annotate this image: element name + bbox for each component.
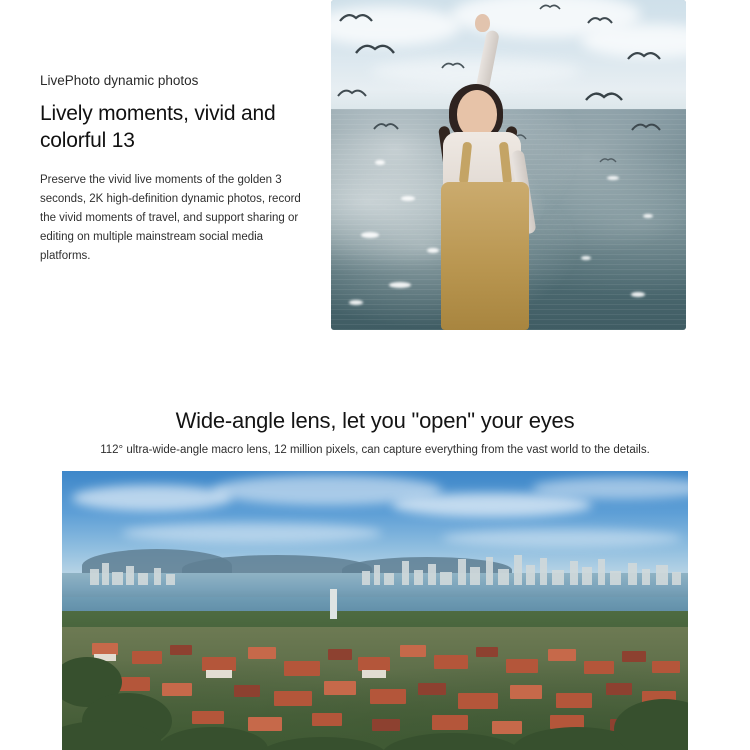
rooftop (248, 717, 282, 731)
livephoto-copy-block (40, 72, 320, 265)
seagull-icon (631, 120, 661, 134)
rooftop (510, 685, 542, 699)
water-sparkle (375, 160, 385, 165)
water-sparkle (401, 196, 415, 201)
tree-canopy (382, 733, 522, 750)
rooftop (434, 655, 468, 669)
cloud-shape (371, 58, 581, 84)
rooftop (132, 651, 162, 664)
rooftop (324, 681, 356, 695)
cloud-shape (122, 523, 382, 543)
tree-canopy (614, 699, 688, 750)
cloud-shape (72, 485, 232, 511)
rooftop (506, 659, 538, 673)
rooftop (202, 657, 236, 671)
rooftop (652, 661, 680, 673)
rooftop (622, 651, 646, 662)
livephoto-section (0, 0, 750, 336)
seagull-icon (539, 2, 561, 12)
seagull-icon (355, 40, 395, 58)
water-sparkle (643, 214, 653, 218)
water-sparkle (349, 300, 363, 305)
seagull-icon (587, 14, 613, 26)
seagull-icon (585, 88, 623, 105)
cloud-shape (392, 493, 592, 517)
island-town (62, 627, 688, 750)
seagull-icon (339, 10, 373, 26)
landmark-tower (330, 589, 337, 619)
livephoto-eyebrow: LivePhoto dynamic photos (40, 73, 199, 88)
water-sparkle (427, 248, 439, 253)
rooftop (312, 713, 342, 726)
cloud-shape (442, 529, 682, 547)
livephoto-headline: Lively moments, vivid and colorful 13 (40, 101, 276, 152)
distant-skyline (62, 553, 688, 585)
seagull-icon (441, 60, 465, 71)
rooftop (358, 657, 390, 671)
rooftop (432, 715, 468, 730)
rooftop (400, 645, 426, 657)
rooftop (248, 647, 276, 659)
water-sparkle (631, 292, 645, 297)
rooftop (606, 683, 632, 695)
rooftop (584, 661, 614, 674)
rooftop (328, 649, 352, 660)
water-sparkle (361, 232, 379, 238)
water-sparkle (607, 176, 619, 180)
rooftop (476, 647, 498, 657)
building-wall (362, 670, 386, 678)
rooftop (370, 689, 406, 704)
rooftop (274, 691, 312, 706)
water-sparkle (389, 282, 411, 288)
rooftop (458, 693, 498, 709)
rooftop (372, 719, 400, 731)
livephoto-body-text: Preserve the vivid live moments of the golden 3 seconds, 2K high-definition dynamic photos, record the vivid moments of travel, and support sharing or editing on multiple mainstream social media platforms. (40, 173, 301, 262)
rooftop (492, 721, 522, 734)
livephoto-sample-image (331, 0, 686, 330)
hand (475, 14, 490, 32)
wide-angle-title: Wide-angle lens, let you "open" your eyes (175, 408, 575, 434)
seagull-icon (627, 48, 661, 63)
rooftop (284, 661, 320, 676)
rooftop (170, 645, 192, 655)
building-wall (206, 670, 232, 678)
rooftop (418, 683, 446, 695)
rooftop (162, 683, 192, 696)
seagull-icon (337, 86, 367, 100)
rooftop (192, 711, 224, 724)
seagull-icon (373, 120, 399, 132)
rooftop (556, 693, 592, 708)
overall-dress (441, 182, 529, 330)
rooftop (548, 649, 576, 661)
water-sparkle (581, 256, 591, 260)
face (457, 90, 497, 138)
wide-angle-subtitle: 112° ultra-wide-angle macro lens, 12 million pixels, can capture everything from the vast world to the details. (100, 443, 650, 456)
tree-canopy (258, 737, 388, 750)
wide-angle-sample-image (62, 471, 688, 750)
rooftop (234, 685, 260, 697)
seagull-icon (599, 156, 617, 164)
